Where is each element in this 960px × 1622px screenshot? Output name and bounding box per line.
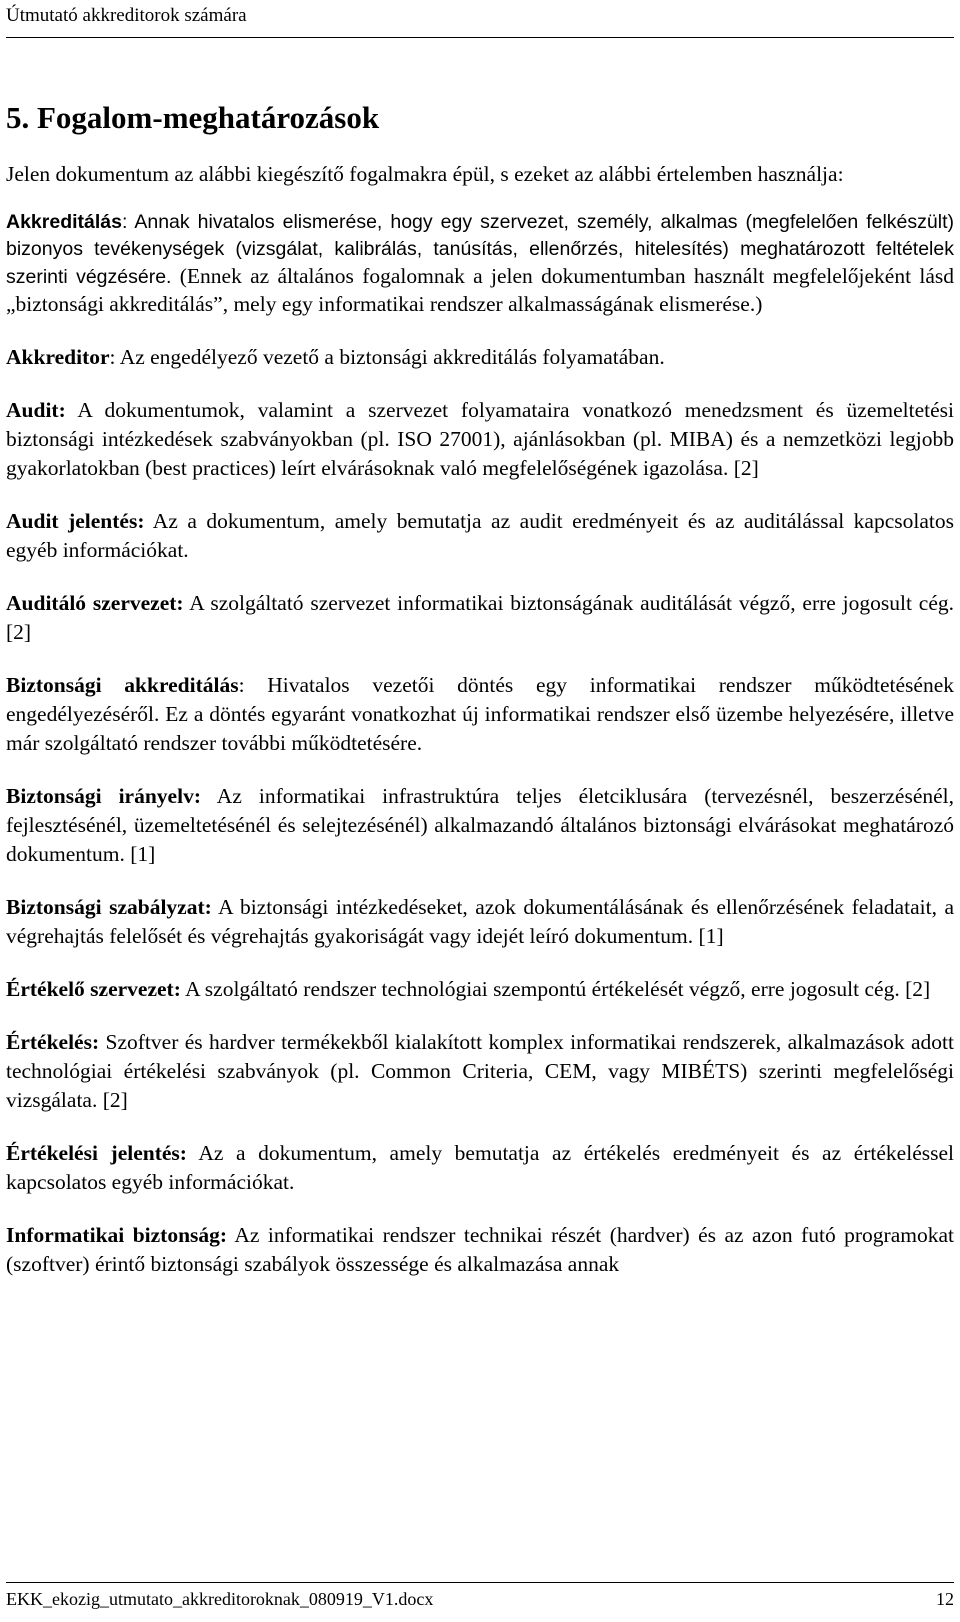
- definition-term: Akkreditálás: [6, 211, 122, 233]
- definition-ertekeles: [6, 1028, 954, 1115]
- definition-text: Szoftver és hardver termékekből kialakított komplex informatikai rendszerek, alkalmazások adott technológiai értékelési szabványok (pl. Common Criteria, CEM, vagy MIBÉTS) szerinti megfelelőségi vizsgálata. [2]: [6, 1030, 954, 1112]
- definition-akkreditalas: [6, 209, 954, 319]
- running-header: Útmutató akkreditorok számára: [6, 4, 954, 38]
- footer-filename: EKK_ekozig_utmutato_akkreditoroknak_080919_V1.docx: [6, 1589, 434, 1609]
- definition-term: Auditáló szervezet:: [6, 591, 184, 615]
- definition-biztonsagi-akkreditalas: [6, 671, 954, 758]
- definition-text: A dokumentumok, valamint a szervezet folyamataira vonatkozó menedzsment és üzemeltetési biztonsági intézkedések szabványokban (pl. ISO 27001), ajánlásokban (pl. MIBA) és a nemzetközi legjobb gyakorlatokban (best practices) leírt elvárásoknak való megfelelőségének igazolása. [2]: [6, 398, 954, 480]
- definition-term: Értékelő szervezet:: [6, 977, 181, 1001]
- definition-biztonsagi-iranyelv: [6, 782, 954, 869]
- definition-term: Értékelés:: [6, 1030, 100, 1054]
- intro-paragraph: Jelen dokumentum az alábbi kiegészítő fogalmakra épül, s ezeket az alábbi értelemben használja:: [6, 162, 844, 186]
- definition-term: Biztonsági irányelv:: [6, 784, 201, 808]
- definition-text: : Az engedélyező vezető a biztonsági akkreditálás folyamatában.: [109, 345, 665, 369]
- definition-text: : Annak hivatalos elismerése, hogy egy szervezet, személy, alkalmas (megfelelően felkészült) bizonyos tevékenységek (vizsgálat, kalibrálás, tanúsítás, ellenőrzés, hitelesítés) meghatározott feltételek szerinti végzésére.: [6, 211, 954, 288]
- footer-divider: [6, 1582, 954, 1583]
- definition-term: Audit jelentés:: [6, 509, 145, 533]
- definition-biztonsagi-szabalyzat: [6, 893, 954, 951]
- definition-text: Az informatikai rendszer technikai részét (hardver) és az azon futó programokat (szoftver) érintő biztonsági szabályok összessége és alkalmazása annak: [6, 1223, 954, 1276]
- definition-audit: [6, 396, 954, 483]
- definition-term: Biztonsági szabályzat:: [6, 895, 212, 919]
- definition-ertekelesi-jelentes: [6, 1139, 954, 1197]
- definition-akkreditor: [6, 343, 954, 372]
- definition-ertekelo-szervezet: [6, 975, 954, 1004]
- page-number: 12: [936, 1589, 954, 1609]
- definition-text-note: (Ennek az általános fogalomnak a jelen dokumentumban használt megfelelőjeként lásd „biztonsági akkreditálás”, mely egy informatikai rendszer alkalmasságának elismerése.): [6, 264, 954, 316]
- definition-audit-jelentes: [6, 507, 954, 565]
- definition-term: Audit:: [6, 398, 66, 422]
- definition-auditalo-szervezet: [6, 589, 954, 647]
- section-title: 5. Fogalom-meghatározások: [6, 100, 380, 135]
- definition-text: Az informatikai infrastruktúra teljes életciklusára (tervezésnél, beszerzésénél, fejlesztésénél, üzemeltetésénél és selejtezésénél) alkalmazandó általános biztonsági elvárásokat meghatározó dokumentum. [1]: [6, 784, 955, 866]
- definition-term: Biztonsági akkreditálás: [6, 673, 239, 697]
- definition-term: Értékelési jelentés:: [6, 1141, 187, 1165]
- definition-term: Akkreditor: [6, 345, 110, 369]
- document-body: [6, 98, 954, 1303]
- definition-text: A biztonsági intézkedéseket, azok dokumentálásának és ellenőrzésének feladatait, a végrehajtás felelősét és végrehajtás gyakoriságát vagy idejét leíró dokumentum. [1]: [6, 895, 954, 948]
- definition-informatikai-biztonsag: [6, 1221, 954, 1279]
- definition-text: A szolgáltató szervezet informatikai biztonságának auditálását végző, erre jogosult cég. [2]: [6, 591, 954, 644]
- definition-text: Az a dokumentum, amely bemutatja az értékelés eredményeit és az értékeléssel kapcsolatos egyéb információkat.: [6, 1141, 954, 1194]
- definition-text: Az a dokumentum, amely bemutatja az audit eredményeit és az auditálással kapcsolatos egyéb információkat.: [6, 509, 954, 562]
- definition-term: Informatikai biztonság:: [6, 1223, 228, 1247]
- definition-text: A szolgáltató rendszer technológiai szempontú értékelését végző, erre jogosult cég. [2]: [180, 977, 931, 1001]
- page-footer: [6, 1587, 954, 1611]
- definition-text: : Hivatalos vezetői döntés egy informatikai rendszer működtetésének engedélyezéséről. Ez a döntés egyaránt vonatkozhat új informatikai rendszer első üzembe helyezésére, illetve már szolgáltató rendszer további működtetésére.: [6, 673, 954, 755]
